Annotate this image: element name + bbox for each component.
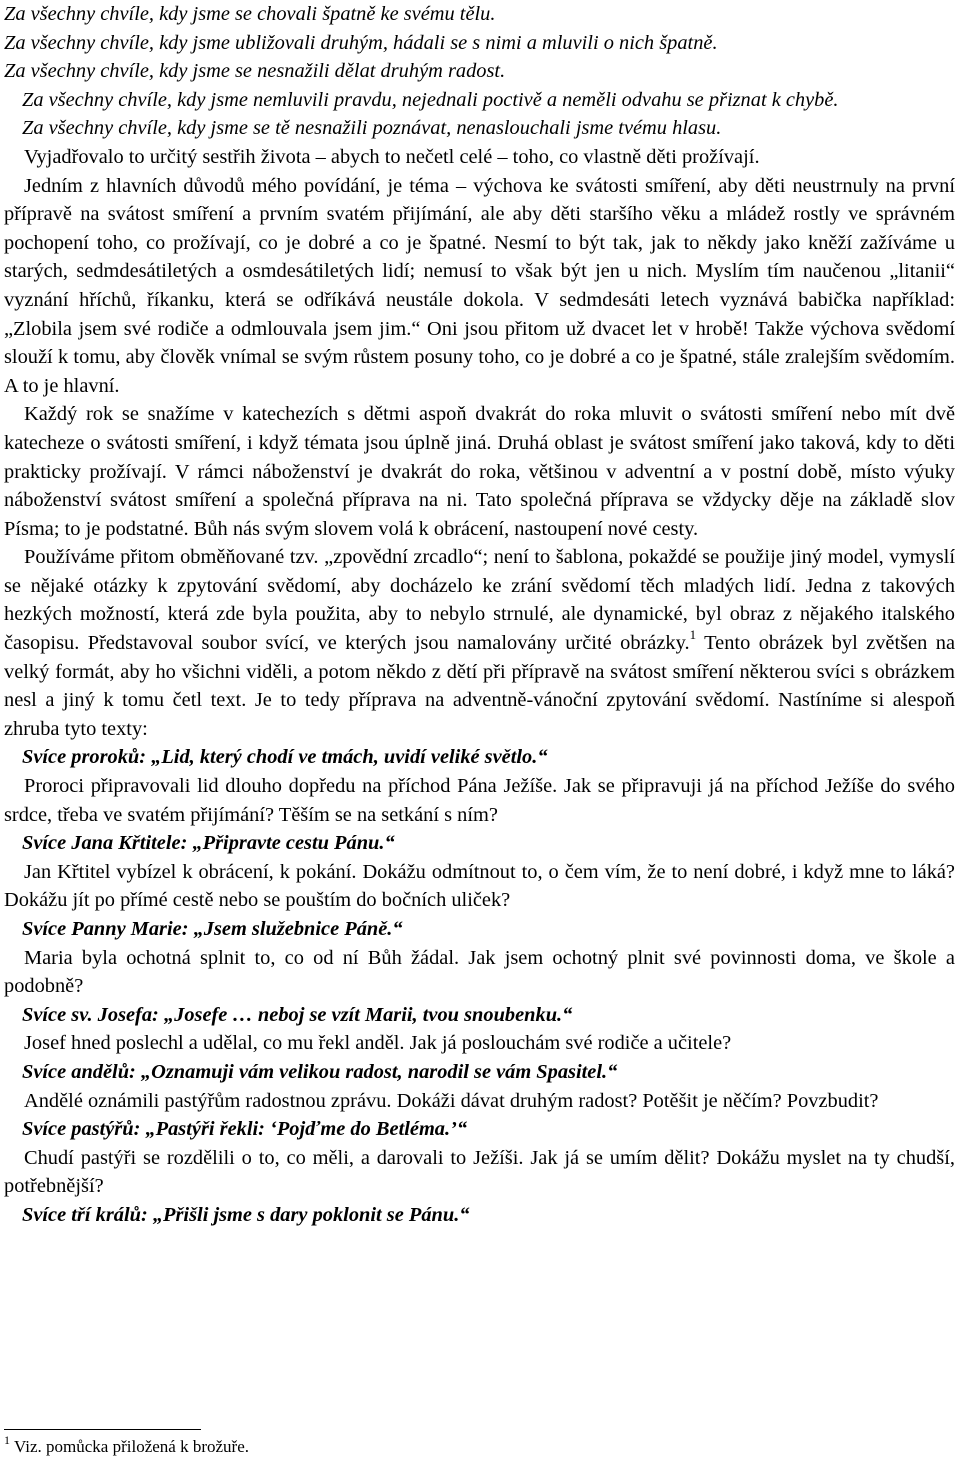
intro-line: Za všechny chvíle, kdy jsme se tě nesnažili poznávat, nenaslouchali jsme tvému hlasu. [22, 117, 722, 140]
candle-text: Andělé oznámili pastýřům radostnou zprávu. Dokáži dávat druhým radost? Potěšit je něčím? Povzbudit? [24, 1089, 879, 1112]
candle-text: Chudí pastýři se rozdělili o to, co měli, a darovali to Ježíši. Jak já se umím dělit? Dokážu myslet na ty chudší, potřebnější? [4, 1146, 955, 1198]
candle-heading: Svíce Jana Křtitele: „Připravte cestu Pánu.“ [22, 832, 395, 855]
candle-text: Proroci připravovali lid dlouho dopředu na příchod Pána Ježíše. Jak se připravuji já na příchod Ježíše do svého srdce, třeba ve svatém přijímání? Těším se na setkání s ním? [4, 775, 955, 826]
candle-heading: Svíce Panny Marie: „Jsem služebnice Páně.“ [22, 918, 403, 940]
footnote [4, 1433, 249, 1458]
paragraph: Jedním z hlavních důvodů mého povídání, je téma – výchova ke svátosti smíření, aby děti neustrnuly na první přípravě na svátost smíření a prvním svatém přijímání, ale aby děti staršího věku a mládež rostly ve správném pochopení toho, co prožívají, co je dobré a co je špatné. Nesmí to být tak, jak to někdy jako kněží zažíváme u starých, sedmdesátiletých a osmdesátiletých lidí; nemusí to však být jen u nich. Myslím tím naučenou „litanii“ vyznání hříchů, říkanku, která se odříkává neustále dokola. V sedmdesáti letech vyznává babička například: „Zlobila jsem své rodiče a odmlouvala jsem jim.“ Oni jsou přitom už dvacet let v hrobě! Takže výchova svědomí slouží k tomu, aby člověk vnímal se svým růstem posuny toho, co je dobré a co je špatné, stále zralejším svědomím. A to je hlavní. [4, 174, 955, 397]
candle-heading: Svíce pastýřů: „Pastýři řekli: ‘Pojďme do Betléma.’“ [22, 1118, 468, 1141]
footnote-reference[interactable]: 1 [689, 627, 697, 643]
paragraph: Každý rok se snažíme v katechezích s dětmi aspoň dvakrát do roka mluvit o svátosti smíření nebo mít dvě katecheze o svátosti smíření, i když témata jsou úplně jiná. Druhá oblast je svátost smíření jako taková, kdy to děti prakticky prožívají. V rámci náboženství je dvakrát do roka, většinou v adventní a v postní době, místo výuky náboženství svátost smíření a společná příprava na ni. Tato společná příprava se vždycky děje na základě slov Písma; to je podstatné. Bůh nás svým slovem volá k obrácení, nastoupení nové cesty. [4, 403, 955, 540]
intro-line: Za všechny chvíle, kdy jsme nemluvili pravdu, nejednali poctivě a neměli odvahu se přiznat k chybě. [22, 88, 839, 111]
paragraph: Vyjadřovalo to určitý sestřih života – abych to nečetl celé – toho, co vlastně děti prožívají. [24, 145, 760, 168]
candle-heading: Svíce andělů: „Oznamuji vám velikou radost, narodil se vám Spasitel.“ [22, 1060, 618, 1083]
paragraph-text: Tento obrázek byl zvětšen na velký formát, aby ho všichni viděli, a potom někdo z dětí při přípravě na svátost smíření některou svíci s obrázkem nesl a jiný k tomu četl text. Je to tedy příprava na adventně-vánoční zpytování svědomí. Nastíníme si alespoň zhruba tyto texty: [4, 632, 955, 740]
candle-heading: Svíce tří králů: „Přišli jsme s dary poklonit se Pánu.“ [22, 1203, 470, 1226]
footnote-number: 1 [4, 1433, 10, 1448]
candle-text: Jan Křtitel vybízel k obrácení, k pokání. Dokážu odmítnout to, o čem vím, že to není dobré, i když mne to láká? Dokážu jít po přímé cestě nebo se pouštím do bočních uliček? [4, 860, 955, 912]
paragraph [4, 543, 955, 743]
intro-line: Za všechny chvíle, kdy jsme ubližovali druhým, hádali se s nimi a mluvili o nich špatně. [4, 31, 718, 54]
intro-line: Za všechny chvíle, kdy jsme se chovali špatně ke svému tělu. [4, 3, 496, 25]
intro-line: Za všechny chvíle, kdy jsme se nesnažili dělat druhým radost. [4, 60, 506, 83]
candle-heading: Svíce proroků: „Lid, který chodí ve tmách, uvidí veliké světlo.“ [22, 746, 548, 769]
paragraph-text: Používáme přitom obměňované tzv. „zpovědní zrcadlo“; není to šablona, pokaždé se použije jiný model, vymyslí se nějaké otázky k zpytování svědomí, aby docházelo ke zrání svědomí těch mladých lidí. Jedna z takových hezkých možností, která zde byla použita, aby to nebylo strnulé, ale dynamické, byl obraz z nějakého italského časopisu. Představoval soubor svící, ve kterých jsou namalovány určité obrázky. [4, 546, 955, 655]
footnote-text: Viz. pomůcka přiložená k brožuře. [14, 1437, 249, 1456]
candle-heading: Svíce sv. Josefa: „Josefe … neboj se vzít Marii, tvou snoubenku.“ [22, 1003, 573, 1026]
footnote-divider [4, 1429, 201, 1430]
candle-text: Maria byla ochotná splnit to, co od ní Bůh žádal. Jak jsem ochotný plnit své povinnosti doma, ve škole a podobně? [4, 946, 955, 998]
document-page [4, 0, 955, 1230]
candle-text: Josef hned poslechl a udělal, co mu řekl anděl. Jak já poslouchám své rodiče a učitele? [24, 1032, 732, 1055]
